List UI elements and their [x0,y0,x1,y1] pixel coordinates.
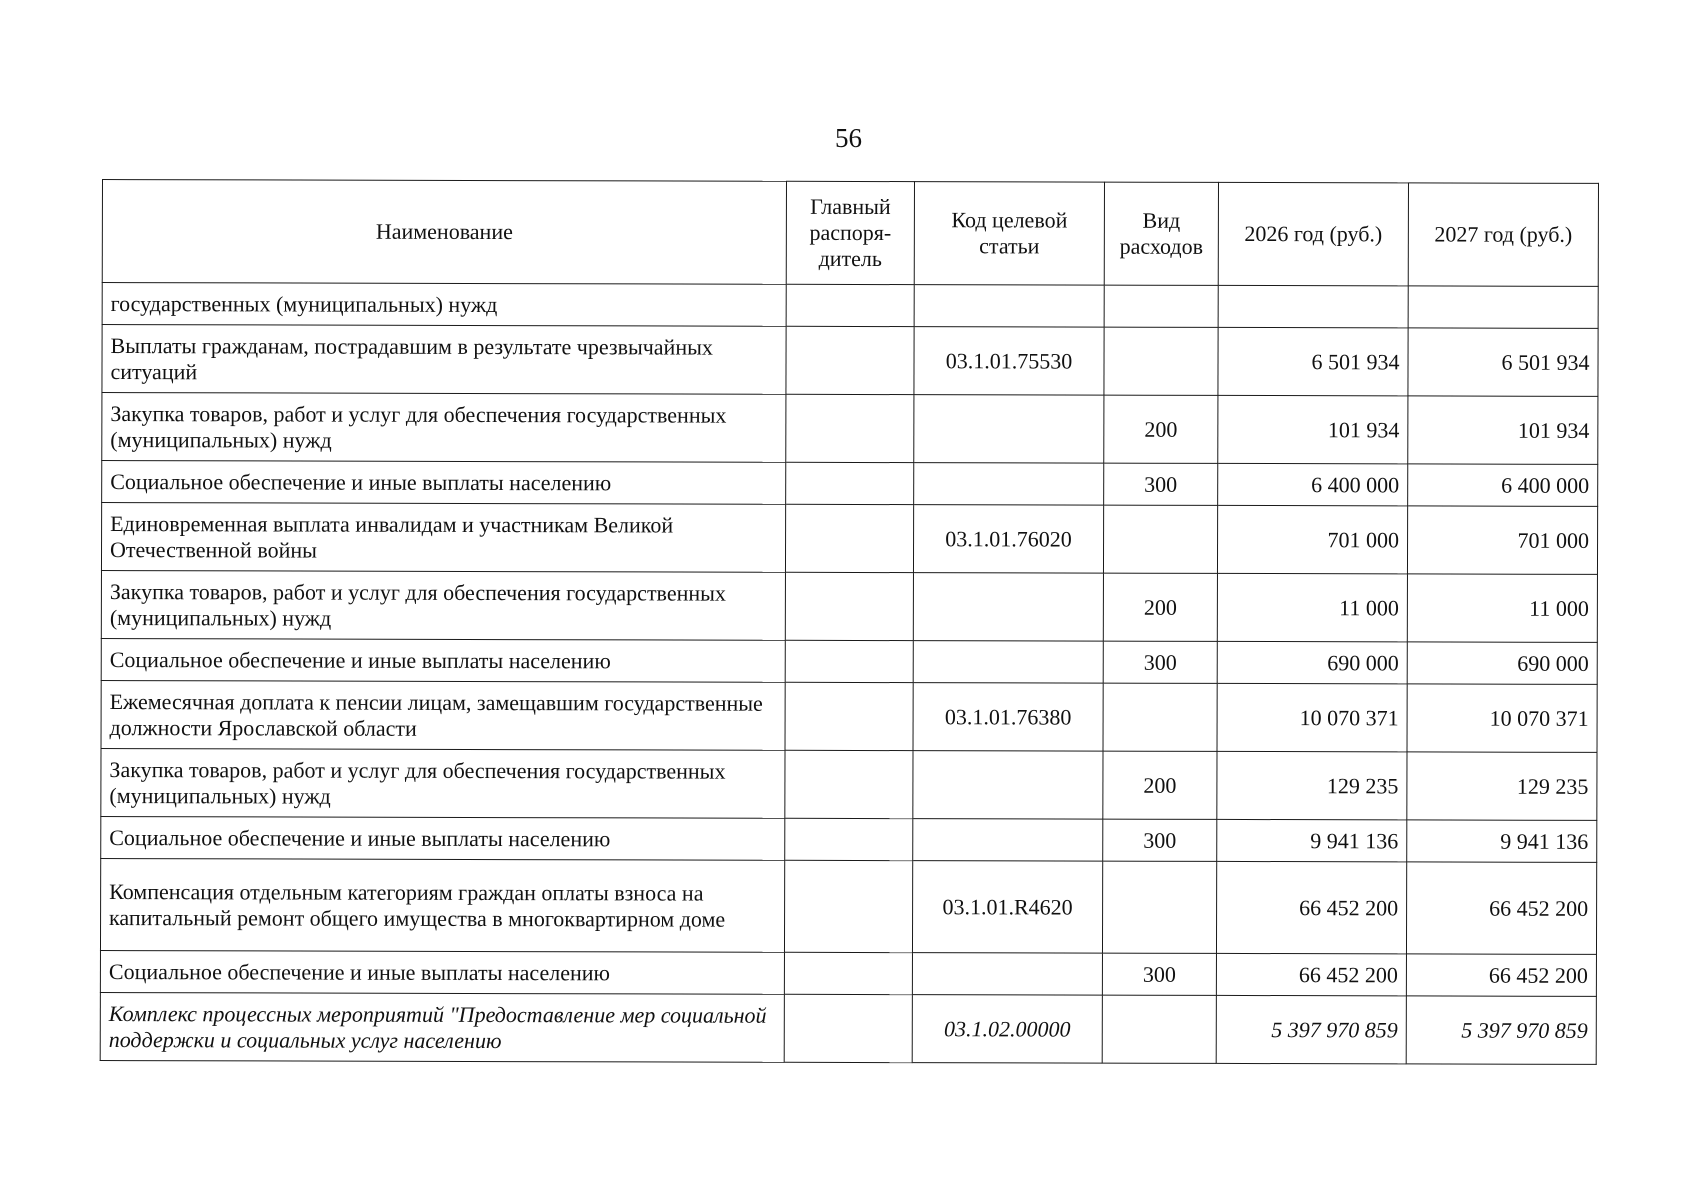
row-2026-cell: 11 000 [1217,573,1407,641]
row-type-cell: 300 [1103,641,1217,683]
row-code-cell: 03.1.02.00000 [912,995,1102,1063]
row-2026-cell: 6 400 000 [1218,463,1408,505]
table-row [101,638,1597,684]
header-type: Вид расходов [1104,182,1218,285]
row-type-cell [1102,861,1216,953]
row-code-cell [913,819,1103,861]
table-row [101,748,1597,820]
row-admin-cell [786,326,914,394]
table-row [101,816,1597,862]
row-code-cell [912,953,1102,995]
row-type-cell [1102,995,1216,1063]
header-admin: Главный распоря-дитель [786,181,914,284]
table-row [102,461,1598,507]
row-admin-cell [786,394,914,462]
row-2027-cell: 10 070 371 [1407,684,1597,752]
row-2026-cell: 690 000 [1217,641,1407,683]
row-admin-cell [785,504,913,572]
row-name-cell: Ежемесячная доплата к пенсии лицам, замещавшим государственные должности Ярославской области [101,680,785,750]
row-type-cell: 300 [1104,463,1218,505]
row-code-cell [914,395,1104,463]
row-type-cell: 200 [1104,395,1218,463]
row-name-cell: Закупка товаров, работ и услуг для обеспечения государственных (муниципальных) нужд [101,748,785,818]
row-code-cell: 03.1.01.76020 [913,505,1103,573]
row-2027-cell: 690 000 [1407,642,1597,684]
budget-table [100,179,1599,1065]
row-2026-cell: 9 941 136 [1217,819,1407,861]
table-row [100,858,1596,954]
row-admin-cell [785,572,913,640]
row-2026-cell: 6 501 934 [1218,327,1408,395]
row-2026-cell: 5 397 970 859 [1216,995,1406,1063]
header-2026: 2026 год (руб.) [1218,182,1408,285]
row-admin-cell [784,952,912,994]
row-2027-cell: 6 501 934 [1408,328,1598,396]
row-type-cell [1104,285,1218,327]
row-name-cell: Компенсация отдельным категориям граждан оплаты взноса на капитальный ремонт общего имущества в многоквартирном доме [100,858,784,952]
row-type-cell: 300 [1102,953,1216,995]
row-admin-cell [786,462,914,504]
header-row [102,180,1598,287]
row-2027-cell [1408,286,1598,328]
header-code: Код целевой статьи [914,182,1104,285]
row-type-cell: 200 [1103,751,1217,819]
row-admin-cell [785,818,913,860]
row-2026-cell: 66 452 200 [1216,861,1406,953]
table-row [102,283,1598,329]
row-2027-cell: 11 000 [1407,574,1597,642]
row-admin-cell [785,640,913,682]
row-type-cell [1103,505,1217,573]
row-name-cell: Социальное обеспечение и иные выплаты населению [100,950,784,994]
row-admin-cell [785,750,913,818]
row-type-cell: 300 [1103,819,1217,861]
row-name-cell: Выплаты гражданам, пострадавшим в результате чрезвычайных ситуаций [102,325,786,395]
row-code-cell: 03.1.01.76380 [913,683,1103,751]
row-name-cell: Социальное обеспечение и иные выплаты населению [101,816,785,860]
page-number: 56 [835,123,862,153]
row-admin-cell [784,994,912,1062]
row-admin-cell [784,860,912,952]
row-2026-cell [1218,285,1408,327]
table-row [101,570,1597,642]
row-2027-cell: 101 934 [1408,396,1598,464]
row-name-cell: Закупка товаров, работ и услуг для обеспечения государственных (муниципальных) нужд [101,570,785,640]
row-name-cell: Единовременная выплата инвалидам и участникам Великой Отечественной войны [101,503,785,573]
row-2026-cell: 129 235 [1217,751,1407,819]
row-2027-cell: 66 452 200 [1406,862,1596,954]
row-name-cell: государственных (муниципальных) нужд [102,283,786,327]
row-name-cell: Закупка товаров, работ и услуг для обеспечения государственных (муниципальных) нужд [102,393,786,463]
row-code-cell [914,285,1104,327]
row-2027-cell: 66 452 200 [1406,954,1596,996]
row-code-cell [913,573,1103,641]
table-body [100,283,1598,1065]
table-row [100,950,1596,996]
table-row [102,325,1598,397]
row-2026-cell: 101 934 [1218,395,1408,463]
row-2026-cell: 10 070 371 [1217,683,1407,751]
row-admin-cell [786,284,914,326]
row-code-cell [914,463,1104,505]
row-name-cell: Комплекс процессных мероприятий "Предоставление мер социальной поддержки и социальных услуг населению [100,992,784,1062]
table-row [101,680,1597,752]
row-2027-cell: 9 941 136 [1407,820,1597,862]
row-2026-cell: 701 000 [1217,505,1407,573]
row-2027-cell: 6 400 000 [1408,464,1598,506]
row-2027-cell: 129 235 [1407,752,1597,820]
row-code-cell [913,641,1103,683]
table-row [100,992,1596,1064]
row-admin-cell [785,682,913,750]
row-name-cell: Социальное обеспечение и иные выплаты населению [101,638,785,682]
row-2027-cell: 5 397 970 859 [1406,996,1596,1064]
table-row [101,503,1597,575]
row-type-cell [1103,683,1217,751]
row-name-cell: Социальное обеспечение и иные выплаты населению [102,461,786,505]
row-code-cell: 03.1.01.75530 [914,327,1104,395]
row-type-cell: 200 [1103,573,1217,641]
row-2026-cell: 66 452 200 [1216,953,1406,995]
table-row [102,393,1598,465]
row-code-cell [913,751,1103,819]
header-2027: 2027 год (руб.) [1408,183,1598,286]
row-type-cell [1104,327,1218,395]
row-code-cell: 03.1.01.R4620 [912,861,1102,953]
table-header [102,180,1598,287]
header-name: Наименование [102,180,786,285]
row-2027-cell: 701 000 [1407,506,1597,574]
